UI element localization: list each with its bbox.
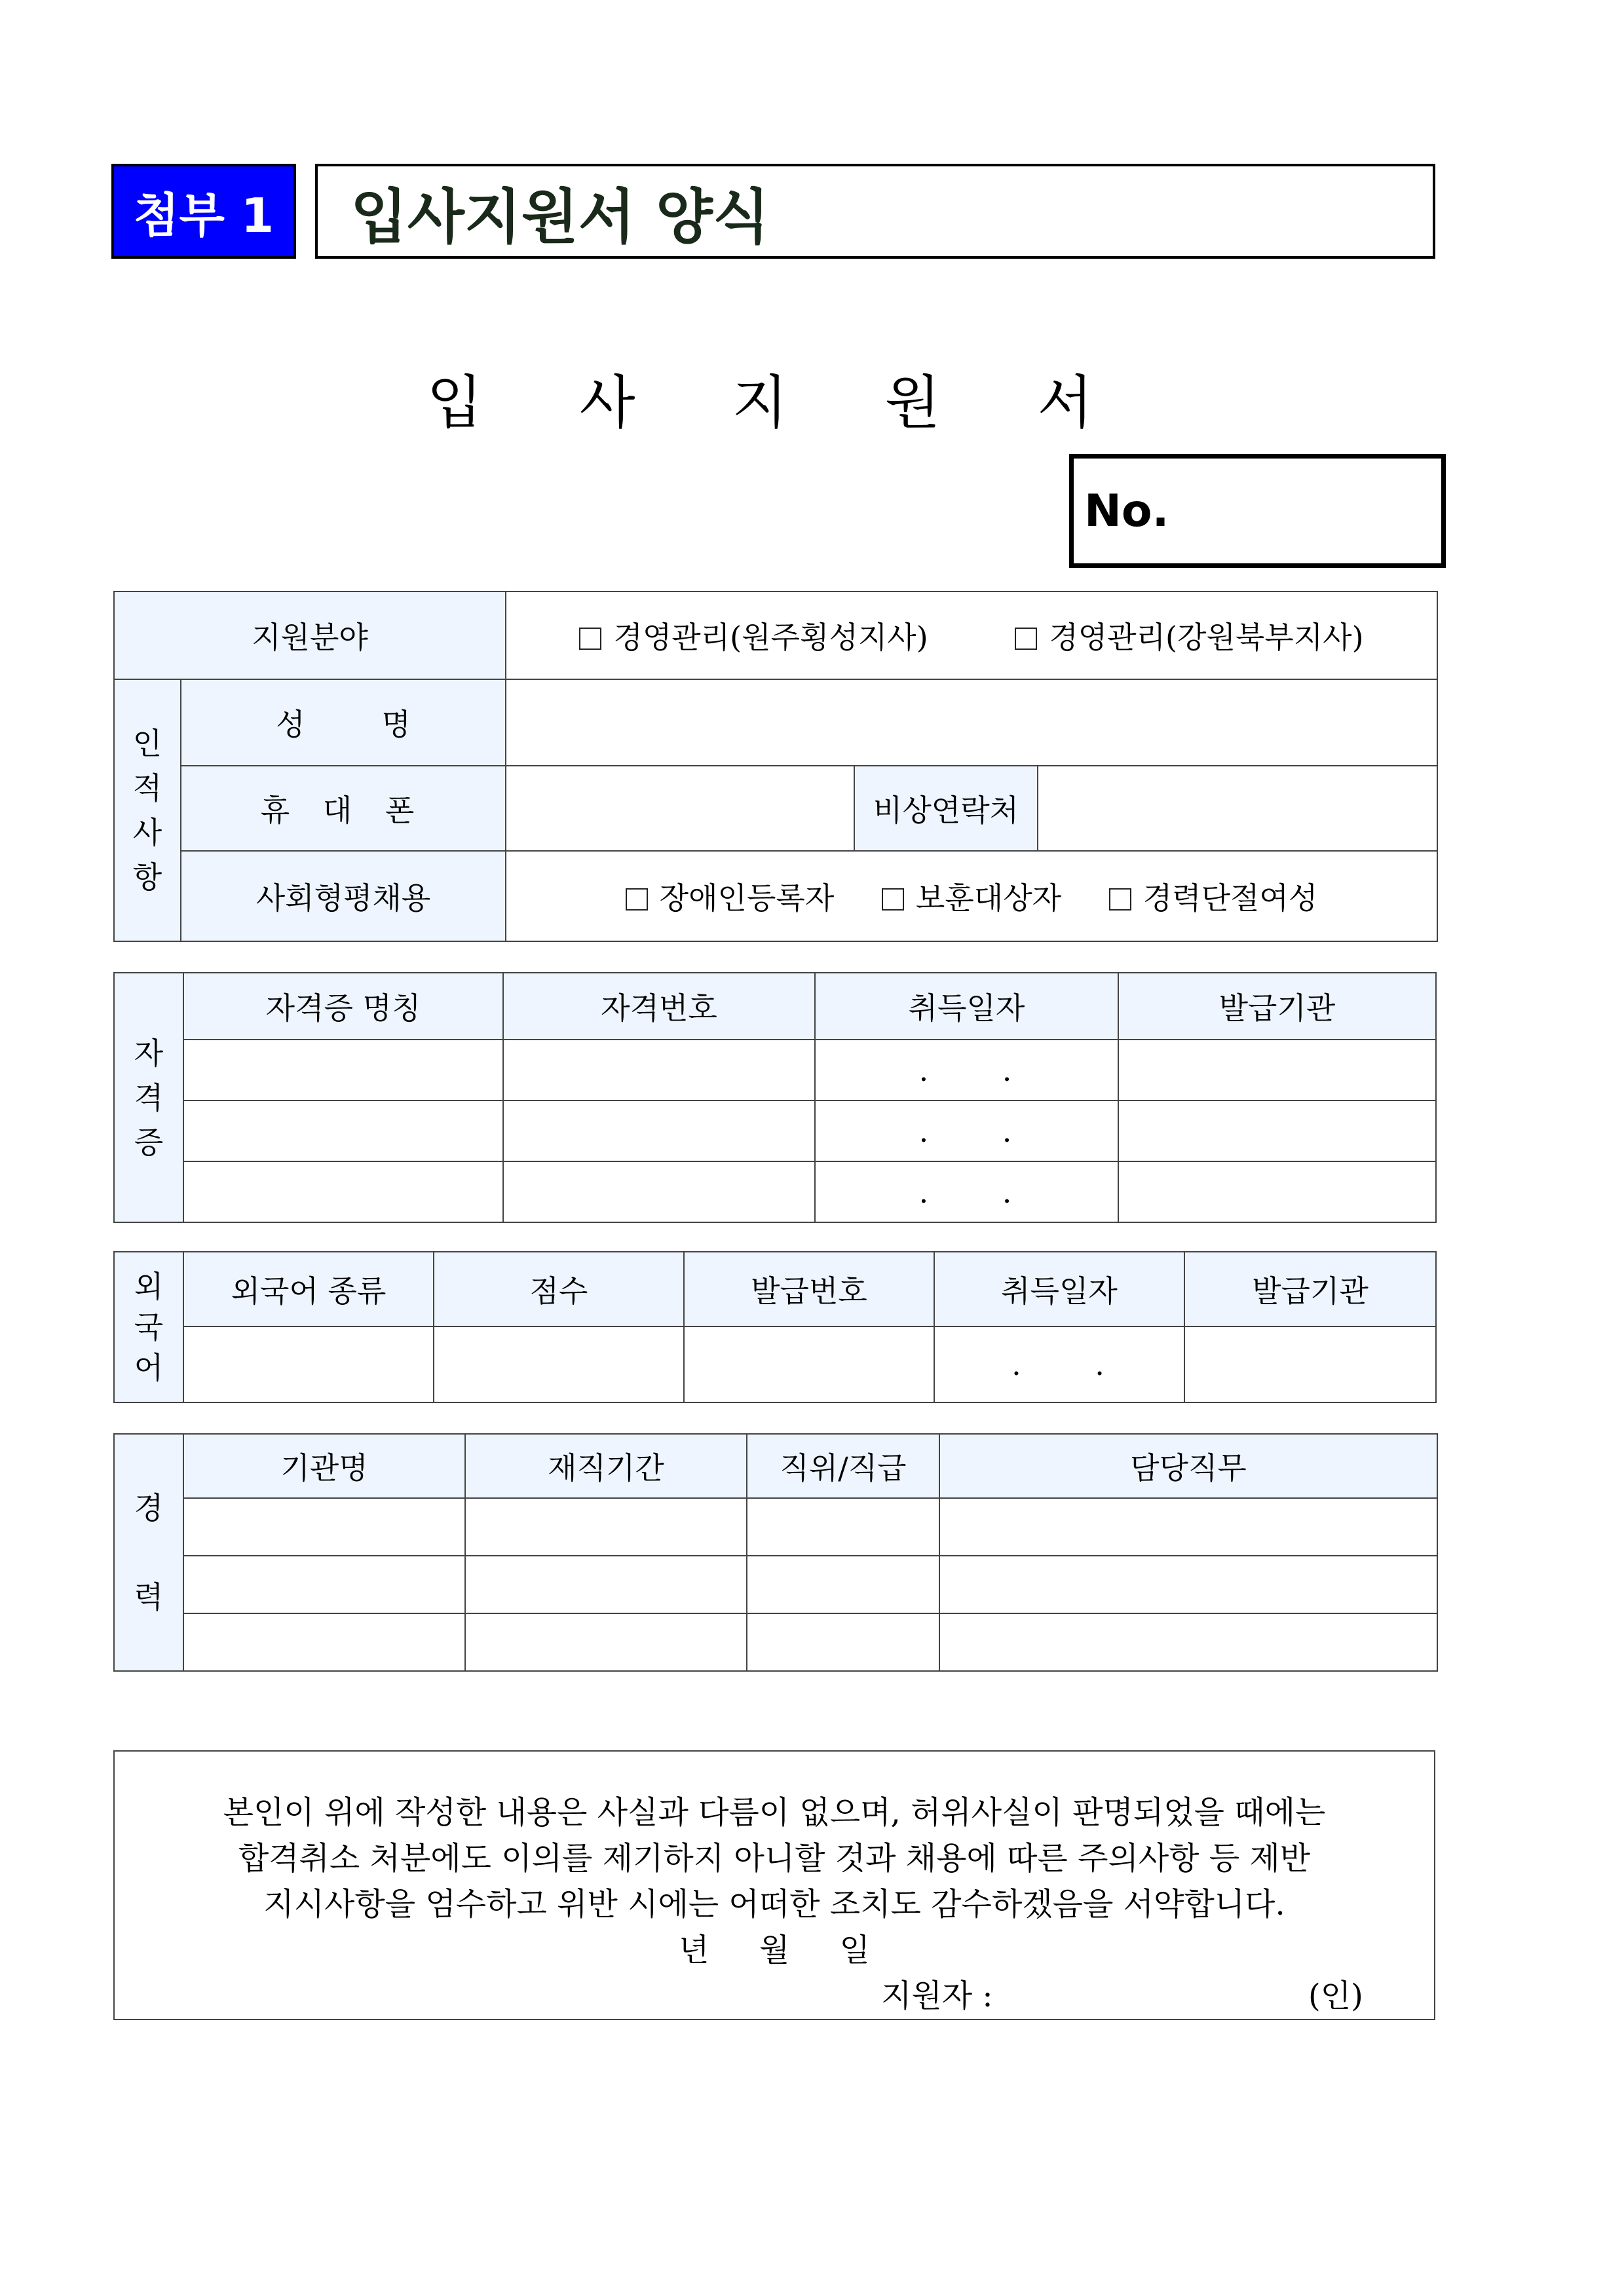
table-row (114, 1613, 1437, 1671)
employment-period-field[interactable] (465, 1498, 747, 1556)
header-employment-period: 재직기간 (465, 1434, 747, 1498)
header-issuer: 발급기관 (1118, 973, 1436, 1040)
checkbox-icon[interactable] (626, 888, 648, 911)
career-section-label: 경 력 (114, 1434, 183, 1671)
option-label: 경영관리(강원북부지사) (1049, 620, 1364, 655)
table-row (114, 1100, 1436, 1161)
acquired-date-field[interactable]: . . (934, 1326, 1184, 1402)
employment-period-field[interactable] (465, 1556, 747, 1613)
position-field[interactable] (747, 1613, 939, 1671)
social-equity-options (506, 851, 1437, 941)
header-issuer: 발급기관 (1184, 1252, 1436, 1326)
header-acquired-date: 취득일자 (934, 1252, 1184, 1326)
cert-name-field[interactable] (183, 1040, 503, 1100)
issuer-field[interactable] (1118, 1161, 1436, 1222)
option-career-break-women[interactable] (1109, 874, 1318, 918)
name-label: 성 명 (181, 679, 506, 766)
personal-info-table (113, 591, 1438, 942)
application-field-options (506, 592, 1437, 679)
pledge-line: 합격취소 처분에도 이의를 제기하지 아니할 것과 채용에 따른 주의사항 등 제반 (238, 1840, 1311, 1877)
career-table (113, 1433, 1438, 1672)
organization-field[interactable] (183, 1613, 465, 1671)
issuer-field[interactable] (1184, 1326, 1436, 1402)
cert-name-field[interactable] (183, 1100, 503, 1161)
application-field-label: 지원분야 (114, 592, 506, 679)
seal-mark: (인) (1308, 1978, 1363, 2014)
duties-field[interactable] (939, 1556, 1437, 1613)
table-row (114, 1556, 1437, 1613)
header-acquired-date: 취득일자 (815, 973, 1118, 1040)
option-gangwon-north[interactable] (1015, 614, 1363, 657)
phone-field[interactable] (506, 766, 854, 851)
checkbox-icon[interactable] (1015, 628, 1037, 650)
language-type-field[interactable] (183, 1326, 434, 1402)
option-wonju[interactable] (579, 614, 928, 657)
table-row (114, 1040, 1436, 1100)
position-field[interactable] (747, 1556, 939, 1613)
option-disabled[interactable] (626, 874, 835, 918)
duties-field[interactable] (939, 1613, 1437, 1671)
position-field[interactable] (747, 1498, 939, 1556)
header-issue-number: 발급번호 (684, 1252, 934, 1326)
employment-period-field[interactable] (465, 1613, 747, 1671)
score-field[interactable] (434, 1326, 684, 1402)
checkbox-icon[interactable] (579, 628, 601, 650)
table-row (114, 1498, 1437, 1556)
cert-number-field[interactable] (503, 1040, 815, 1100)
emergency-contact-label: 비상연락처 (854, 766, 1038, 851)
option-label: 경력단절여성 (1142, 880, 1318, 916)
option-label: 보훈대상자 (915, 880, 1062, 916)
certificates-table (113, 972, 1437, 1223)
organization-field[interactable] (183, 1556, 465, 1613)
cert-name-field[interactable] (183, 1161, 503, 1222)
cert-number-field[interactable] (503, 1161, 815, 1222)
option-label: 장애인등록자 (659, 880, 835, 916)
pledge-line: 본인이 위에 작성한 내용은 사실과 다름이 없으며, 허위사실이 판명되었을 때에는 (223, 1794, 1326, 1831)
option-label: 경영관리(원주횡성지사) (613, 620, 928, 655)
pledge-line: 지시사항을 엄수하고 위반 시에는 어떠한 조치도 감수하겠음을 서약합니다. (263, 1886, 1285, 1923)
acquired-date-field[interactable]: . . (815, 1161, 1118, 1222)
checkbox-icon[interactable] (882, 888, 904, 911)
number-label: No. (1084, 485, 1169, 537)
attachment-badge: 첨부 1 (111, 164, 296, 259)
name-field[interactable] (506, 679, 1437, 766)
checkbox-icon[interactable] (1109, 888, 1131, 911)
duties-field[interactable] (939, 1498, 1437, 1556)
number-box[interactable] (1069, 454, 1446, 568)
header-duties: 담당직무 (939, 1434, 1437, 1498)
header-cert-name: 자격증 명칭 (183, 973, 503, 1040)
issuer-field[interactable] (1118, 1040, 1436, 1100)
organization-field[interactable] (183, 1498, 465, 1556)
header-score: 점수 (434, 1252, 684, 1326)
table-row (114, 1326, 1436, 1402)
languages-section-label: 외 국 어 (114, 1252, 183, 1402)
acquired-date-field[interactable]: . . (815, 1040, 1118, 1100)
form-title-banner: 입사지원서 양식 (315, 164, 1435, 259)
issuer-field[interactable] (1118, 1100, 1436, 1161)
social-equity-label: 사회형평채용 (181, 851, 506, 941)
header-position: 직위/직급 (747, 1434, 939, 1498)
pledge-date-line[interactable]: 년 월 일 (679, 1932, 870, 1968)
languages-table (113, 1251, 1437, 1403)
document-title: 입 사 지 원 서 (426, 369, 1133, 436)
cert-number-field[interactable] (503, 1100, 815, 1161)
emergency-contact-field[interactable] (1038, 766, 1437, 851)
phone-label: 휴 대 폰 (181, 766, 506, 851)
table-row (114, 1161, 1436, 1222)
acquired-date-field[interactable]: . . (815, 1100, 1118, 1161)
option-veteran[interactable] (882, 874, 1061, 918)
pledge-box (113, 1750, 1435, 2020)
header-cert-number: 자격번호 (503, 973, 815, 1040)
header-language-type: 외국어 종류 (183, 1252, 434, 1326)
certificates-section-label: 자 격 증 (114, 973, 183, 1222)
issue-number-field[interactable] (684, 1326, 934, 1402)
personal-section-label: 인 적 사 항 (114, 679, 181, 941)
applicant-label: 지원자 : (881, 1978, 993, 2014)
header-organization: 기관명 (183, 1434, 465, 1498)
